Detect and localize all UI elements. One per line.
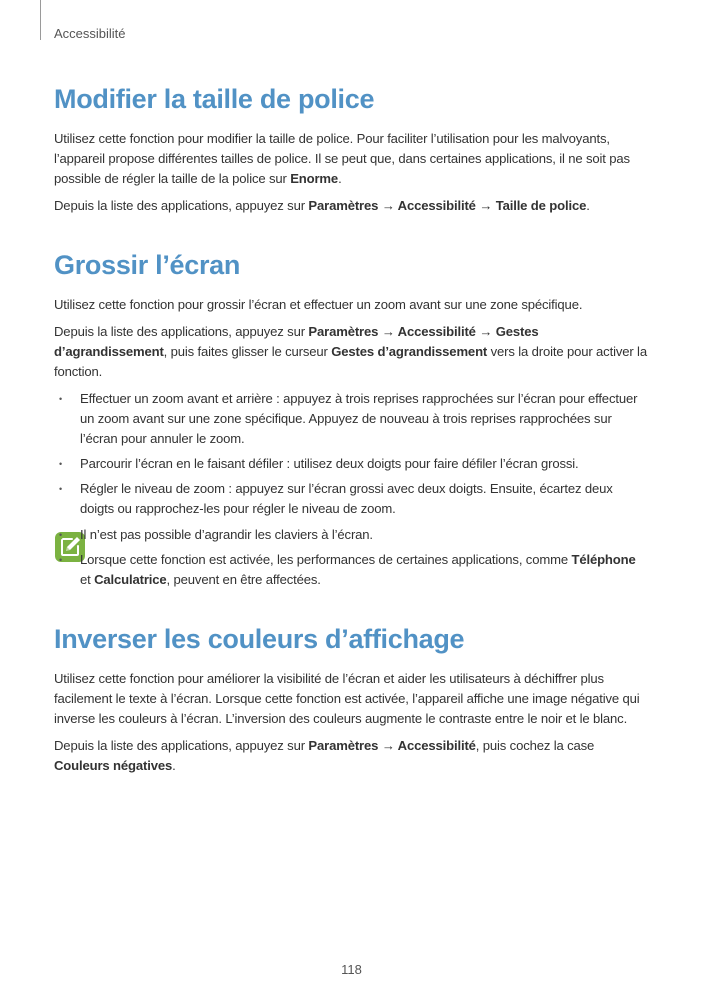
bold-term: Gestes d’agrandissement [331, 344, 488, 359]
section-title-font-size: Modifier la taille de police [54, 84, 375, 114]
note-item: • Il n’est pas possible d’agrandir les claviers à l’écran. [54, 525, 648, 545]
list-item: • Effectuer un zoom avant et arrière : appuyez à trois reprises rapprochées sur l’écran pour effectuer un zoom avant sur une zone spécifique. Appuyez de nouveau à trois reprises rapprochées sur l’écran pour annuler le zoom. [54, 389, 648, 449]
running-header: Accessibilité [54, 26, 126, 41]
app-name: Téléphone [571, 552, 636, 567]
list-item: • Parcourir l’écran en le faisant défiler : utilisez deux doigts pour faire défiler l’écran grossi. [54, 454, 648, 474]
note-list [54, 525, 648, 590]
navigation-instruction: Depuis la liste des applications, appuyez sur Paramètres → Accessibilité → Taille de police. [54, 198, 590, 213]
menu-path: Paramètres → Accessibilité → Gestes d’agrandissement [54, 324, 539, 359]
section-intro-paragraph: Utilisez cette fonction pour grossir l’écran et effectuer un zoom avant sur une zone spécifique. [54, 297, 583, 312]
navigation-instruction: Depuis la liste des applications, appuyez sur Paramètres → Accessibilité → Gestes d’agrandissement, puis faites glisser le curseur Gestes d’agrandissement vers la droite pour activer la fonction. [54, 324, 647, 379]
gesture-list [54, 389, 648, 519]
menu-path: Paramètres → Accessibilité [308, 738, 476, 753]
header-rule [40, 0, 41, 40]
bold-term: Couleurs négatives [54, 758, 173, 773]
menu-path: Paramètres → Accessibilité → Taille de police [308, 198, 587, 213]
navigation-instruction: Depuis la liste des applications, appuyez sur Paramètres → Accessibilité, puis cochez la case Couleurs négatives. [54, 738, 595, 773]
note-item: • Lorsque cette fonction est activée, les performances de certaines applications, comme Téléphone et Calculatrice, peuvent en être affectées. [54, 550, 648, 590]
section-title-magnify: Grossir l’écran [54, 250, 241, 280]
section-intro-paragraph: Utilisez cette fonction pour améliorer la visibilité de l’écran et aider les utilisateurs à déchiffrer plus facilement le texte à l’écran. Lorsque cette fonction est activée, l’appareil affiche une image négative qui inverse les couleurs à l’écran. L’inversion des couleurs augmente le contraste entre le noir et le blanc. [54, 671, 640, 726]
section-title-invert-colors: Inverser les couleurs d’affichage [54, 624, 465, 654]
bold-term: Enorme [290, 171, 339, 186]
page-content [54, 82, 648, 783]
note-box [54, 525, 648, 590]
section-intro-paragraph: Utilisez cette fonction pour modifier la taille de police. Pour faciliter l’utilisation pour les malvoyants, l’appareil propose différentes tailles de police. Il se peut que, dans certaines applications, il ne soit pas possible de régler la taille de la police sur Enorme. [54, 131, 630, 186]
list-item: • Régler le niveau de zoom : appuyez sur l’écran grossi avec deux doigts. Ensuite, écartez deux doigts ou rapprochez-les pour régler le niveau de zoom. [54, 479, 648, 519]
app-name: Calculatrice [94, 572, 167, 587]
page-number: 118 [341, 962, 362, 977]
